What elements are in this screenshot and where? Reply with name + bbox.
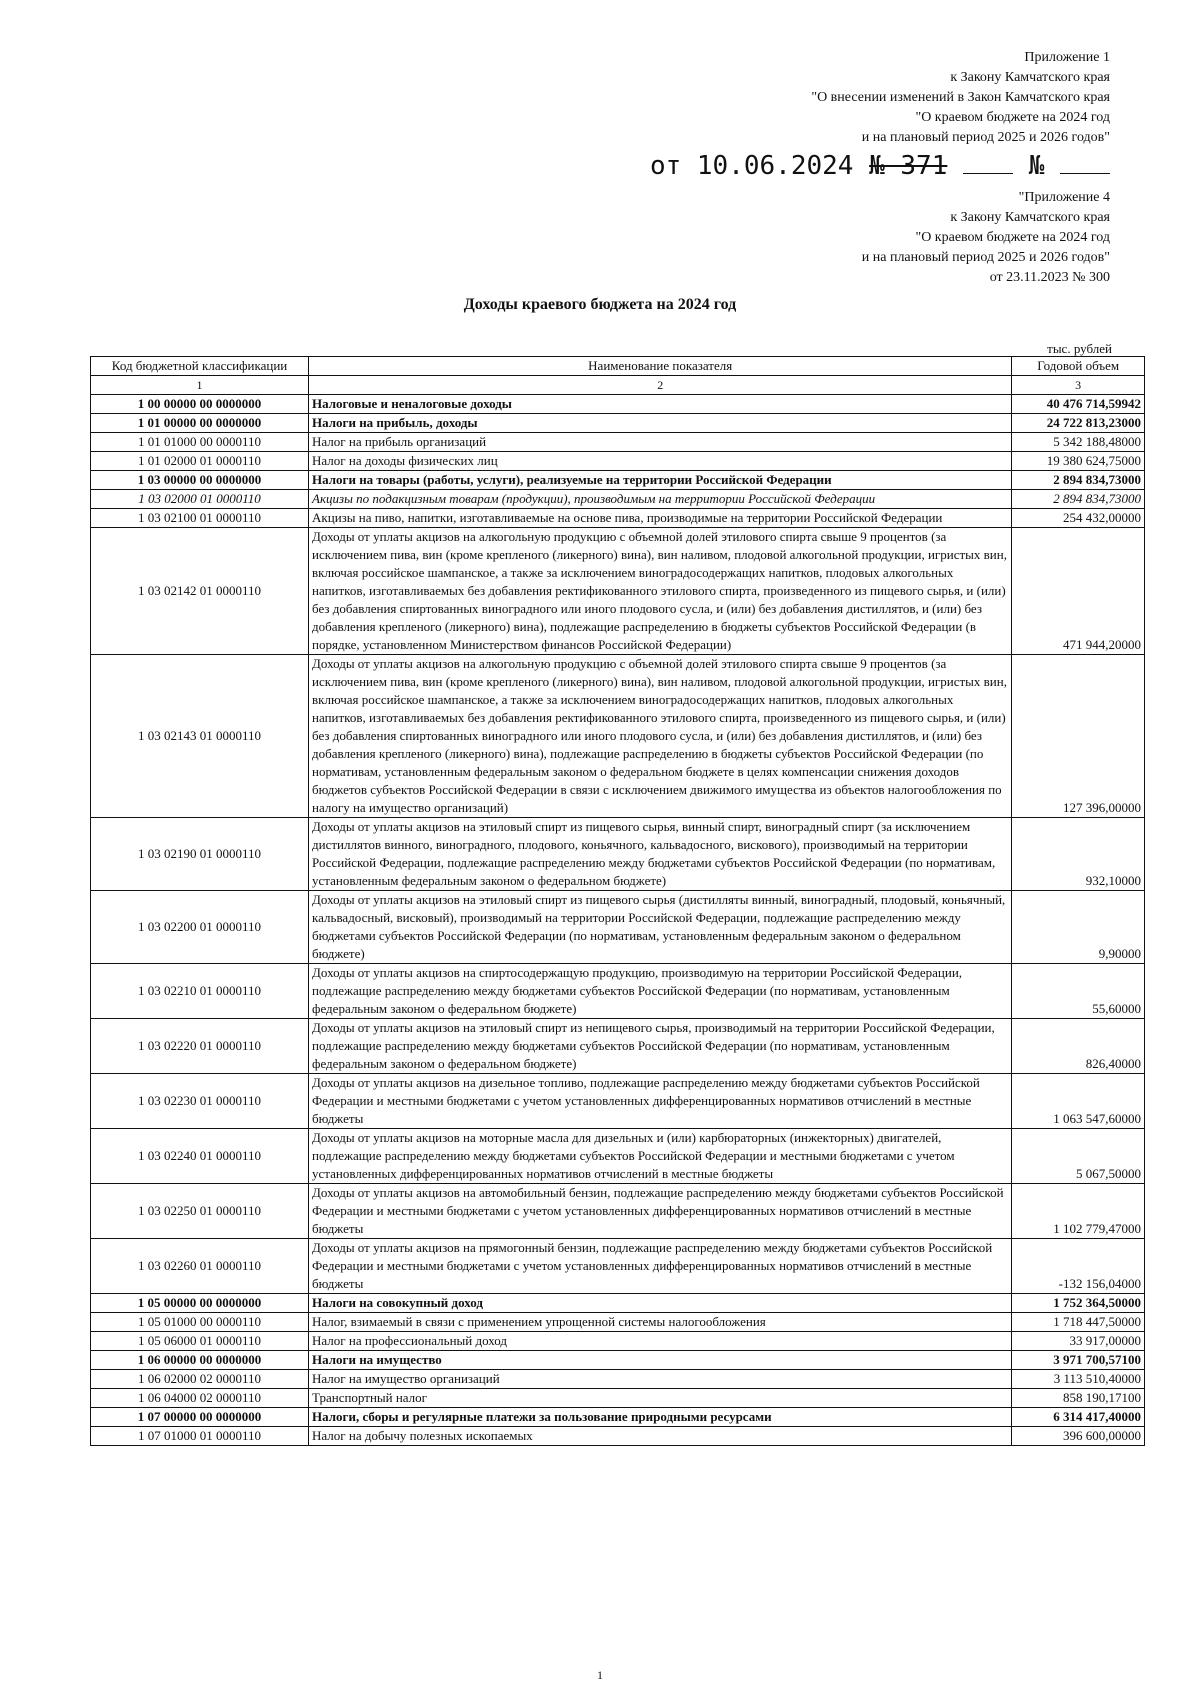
row-value: 5 342 188,48000 bbox=[1012, 433, 1145, 452]
row-name: Доходы от уплаты акцизов на этиловый спирт из пищевого сырья, винный спирт, виноградный спирт (за исключением дистиллятов винного, виноградного, плодового, коньячного, кальвадосного, вискового), производимый на территории Российской Федерации, подлежащие распределению между бюджетами субъектов Российской Федерации (по нормативам, установленным федеральным законом о федеральном бюджете) bbox=[309, 818, 1012, 891]
column-number: 2 bbox=[309, 376, 1012, 395]
row-value: 55,60000 bbox=[1012, 964, 1145, 1019]
row-value: 858 190,17100 bbox=[1012, 1389, 1145, 1408]
row-value: 826,40000 bbox=[1012, 1019, 1145, 1074]
row-code: 1 01 00000 00 0000000 bbox=[91, 414, 309, 433]
row-value: 932,10000 bbox=[1012, 818, 1145, 891]
row-name: Доходы от уплаты акцизов на этиловый спирт из непищевого сырья, производимый на территории Российской Федерации, подлежащие распределению между бюджетами субъектов Российской Федерации (по нормативам, установленным федеральным законом о федеральном бюджете) bbox=[309, 1019, 1012, 1074]
row-value: 1 063 547,60000 bbox=[1012, 1074, 1145, 1129]
row-value: -132 156,04000 bbox=[1012, 1239, 1145, 1294]
row-value: 33 917,00000 bbox=[1012, 1332, 1145, 1351]
row-value: 24 722 813,23000 bbox=[1012, 414, 1145, 433]
original-appendix-header bbox=[590, 188, 1110, 288]
row-code: 1 03 02000 01 0000110 bbox=[91, 490, 309, 509]
table-row bbox=[91, 414, 1145, 433]
appendix-header-line: Приложение 1 bbox=[1024, 50, 1110, 65]
row-code: 1 01 02000 01 0000110 bbox=[91, 452, 309, 471]
column-number-row bbox=[91, 376, 1145, 395]
row-value: 2 894 834,73000 bbox=[1012, 490, 1145, 509]
row-code: 1 03 02250 01 0000110 bbox=[91, 1184, 309, 1239]
appendix-header-line: к Закону Камчатского края bbox=[950, 70, 1110, 85]
table-row bbox=[91, 655, 1145, 818]
table-row bbox=[91, 1332, 1145, 1351]
table-row bbox=[91, 490, 1145, 509]
row-code: 1 07 01000 01 0000110 bbox=[91, 1427, 309, 1446]
table-row bbox=[91, 1074, 1145, 1129]
row-code: 1 03 02200 01 0000110 bbox=[91, 891, 309, 964]
row-name: Доходы от уплаты акцизов на дизельное топливо, подлежащие распределению между бюджетами субъектов Российской Федерации и местными бюджетами с учетом установленных дифференцированных нормативов отчислений в местные бюджеты bbox=[309, 1074, 1012, 1129]
table-row bbox=[91, 1351, 1145, 1370]
budget-table bbox=[90, 356, 1145, 1446]
row-name: Налог, взимаемый в связи с применением упрощенной системы налогообложения bbox=[309, 1313, 1012, 1332]
row-code: 1 06 00000 00 0000000 bbox=[91, 1351, 309, 1370]
column-number: 1 bbox=[91, 376, 309, 395]
table-row bbox=[91, 1370, 1145, 1389]
row-code: 1 01 01000 00 0000110 bbox=[91, 433, 309, 452]
original-appendix-line: "О краевом бюджете на 2024 год bbox=[915, 230, 1110, 245]
row-code: 1 03 02230 01 0000110 bbox=[91, 1074, 309, 1129]
stamp-number: № 371 bbox=[869, 151, 948, 181]
table-row bbox=[91, 452, 1145, 471]
stamp-underline bbox=[963, 155, 1013, 174]
table-row bbox=[91, 395, 1145, 414]
appendix-header bbox=[590, 48, 1110, 148]
row-code: 1 03 02260 01 0000110 bbox=[91, 1239, 309, 1294]
table-row bbox=[91, 1313, 1145, 1332]
header-code: Код бюджетной классификации bbox=[91, 357, 309, 376]
table-row bbox=[91, 1294, 1145, 1313]
stamp-underline bbox=[1060, 155, 1110, 174]
appendix-header-line: "О внесении изменений в Закон Камчатского края bbox=[811, 90, 1110, 105]
row-code: 1 03 02190 01 0000110 bbox=[91, 818, 309, 891]
stamp-number-sign: № bbox=[1028, 151, 1045, 181]
row-value: 3 113 510,40000 bbox=[1012, 1370, 1145, 1389]
original-appendix-line: к Закону Камчатского края bbox=[950, 210, 1110, 225]
document-title: Доходы краевого бюджета на 2024 год bbox=[463, 296, 737, 313]
row-name: Доходы от уплаты акцизов на автомобильный бензин, подлежащие распределению между бюджетами субъектов Российской Федерации и местными бюджетами с учетом установленных дифференцированных нормативов отчислений в местные бюджеты bbox=[309, 1184, 1012, 1239]
row-name: Доходы от уплаты акцизов на этиловый спирт из пищевого сырья (дистилляты винный, виноградный, плодовый, коньячный, кальвадосный, висковый), производимый на территории Российской Федерации, подлежащие распределению между бюджетами субъектов Российской Федерации (по нормативам, установленным федеральным законом о федеральном бюджете) bbox=[309, 891, 1012, 964]
row-value: 5 067,50000 bbox=[1012, 1129, 1145, 1184]
row-value: 1 718 447,50000 bbox=[1012, 1313, 1145, 1332]
table-row bbox=[91, 528, 1145, 655]
row-name: Транспортный налог bbox=[309, 1389, 1012, 1408]
stamp-date: от 10.06.2024 bbox=[649, 151, 854, 181]
row-name: Налоги на имущество bbox=[309, 1351, 1012, 1370]
row-code: 1 05 01000 00 0000110 bbox=[91, 1313, 309, 1332]
appendix-header-line: и на плановый период 2025 и 2026 годов" bbox=[861, 130, 1110, 145]
column-number: 3 bbox=[1012, 376, 1145, 395]
row-name: Акцизы по подакцизным товарам (продукции), производимым на территории Российской Федерации bbox=[309, 490, 1012, 509]
table-row bbox=[91, 891, 1145, 964]
row-code: 1 05 00000 00 0000000 bbox=[91, 1294, 309, 1313]
row-name: Акцизы на пиво, напитки, изготавливаемые на основе пива, производимые на территории Российской Федерации bbox=[309, 509, 1012, 528]
row-value: 127 396,00000 bbox=[1012, 655, 1145, 818]
table-row bbox=[91, 1427, 1145, 1446]
table-row bbox=[91, 1408, 1145, 1427]
table-row bbox=[91, 1239, 1145, 1294]
table-header-row bbox=[91, 357, 1145, 376]
header-value: Годовой объем bbox=[1012, 357, 1145, 376]
row-name: Налог на имущество организаций bbox=[309, 1370, 1012, 1389]
table-row bbox=[91, 1389, 1145, 1408]
row-value: 3 971 700,57100 bbox=[1012, 1351, 1145, 1370]
row-value: 1 752 364,50000 bbox=[1012, 1294, 1145, 1313]
row-code: 1 03 02143 01 0000110 bbox=[91, 655, 309, 818]
row-code: 1 06 02000 02 0000110 bbox=[91, 1370, 309, 1389]
table-row bbox=[91, 509, 1145, 528]
row-name: Доходы от уплаты акцизов на моторные масла для дизельных и (или) карбюраторных (инжекторных) двигателей, подлежащие распределению между бюджетами субъектов Российской Федерации и местными бюджетами с учетом установленных дифференцированных нормативов отчислений в местные бюджеты bbox=[309, 1129, 1012, 1184]
row-code: 1 03 02100 01 0000110 bbox=[91, 509, 309, 528]
table-row bbox=[91, 1129, 1145, 1184]
row-value: 9,90000 bbox=[1012, 891, 1145, 964]
table-row bbox=[91, 433, 1145, 452]
row-code: 1 03 02220 01 0000110 bbox=[91, 1019, 309, 1074]
appendix-header-line: "О краевом бюджете на 2024 год bbox=[915, 110, 1110, 125]
row-code: 1 03 02240 01 0000110 bbox=[91, 1129, 309, 1184]
row-code: 1 00 00000 00 0000000 bbox=[91, 395, 309, 414]
row-name: Налоги на совокупный доход bbox=[309, 1294, 1012, 1313]
row-name: Налоги на товары (работы, услуги), реализуемые на территории Российской Федерации bbox=[309, 471, 1012, 490]
original-appendix-line: "Приложение 4 bbox=[1018, 190, 1110, 205]
row-code: 1 03 00000 00 0000000 bbox=[91, 471, 309, 490]
page-number: 1 bbox=[597, 1668, 603, 1682]
row-value: 1 102 779,47000 bbox=[1012, 1184, 1145, 1239]
original-appendix-line: и на плановый период 2025 и 2026 годов" bbox=[861, 250, 1110, 265]
row-name: Доходы от уплаты акцизов на спиртосодержащую продукцию, производимую на территории Российской Федерации, подлежащие распределению между бюджетами субъектов Российской Федерации (по нормативам, установленным федеральным законом о федеральном бюджете) bbox=[309, 964, 1012, 1019]
units-label: тыс. рублей bbox=[1047, 341, 1112, 356]
row-code: 1 03 02210 01 0000110 bbox=[91, 964, 309, 1019]
row-value: 254 432,00000 bbox=[1012, 509, 1145, 528]
row-value: 40 476 714,59942 bbox=[1012, 395, 1145, 414]
row-name: Доходы от уплаты акцизов на алкогольную продукцию с объемной долей этилового спирта свыше 9 процентов (за исключением пива, вин (кроме крепленого (ликерного) вина), вин наливом, плодовой алкогольной продукции, игристых вин, включая российское шампанское, а также за исключением виноградосодержащих напитков, плодовых алкогольных напитков, изготавливаемых без добавления ректификованного этилового спирта, произведенного из пищевого сырья, и (или) без добавления спиртованных виноградного или иного плодового сусла, и (или) без добавления дистиллятов, и (или) без добавления крепленого (ликерного) вина), подлежащие распределению в бюджеты субъектов Российской Федерации (по нормативам, установленным федеральным законом о федеральном бюджете в целях компенсации снижения доходов бюджетов субъектов Российской Федерации в связи с исключением движимого имущества из объектов налогообложения по налогу на имущество организаций) bbox=[309, 655, 1012, 818]
row-name: Налог на добычу полезных ископаемых bbox=[309, 1427, 1012, 1446]
table-row bbox=[91, 1184, 1145, 1239]
row-name: Налог на прибыль организаций bbox=[309, 433, 1012, 452]
table-row bbox=[91, 964, 1145, 1019]
row-value: 6 314 417,40000 bbox=[1012, 1408, 1145, 1427]
row-value: 19 380 624,75000 bbox=[1012, 452, 1145, 471]
row-name: Налоги на прибыль, доходы bbox=[309, 414, 1012, 433]
row-name: Доходы от уплаты акцизов на алкогольную продукцию с объемной долей этилового спирта свыше 9 процентов (за исключением пива, вин (кроме крепленого (ликерного) вина), вин наливом, плодовой алкогольной продукции, игристых вин, включая российское шампанское, а также за исключением виноградосодержащих напитков, плодовых алкогольных напитков, изготавливаемых без добавления ректификованного этилового спирта, произведенного из пищевого сырья, и (или) без добавления спиртованных виноградного или иного плодового сусла, и (или) без добавления дистиллятов, и (или) без добавления крепленого (ликерного) вина), подлежащие распределению в бюджеты субъектов Российской Федерации (в порядке, установленном Министерством финансов Российской Федерации) bbox=[309, 528, 1012, 655]
row-name: Налог на доходы физических лиц bbox=[309, 452, 1012, 471]
row-name: Доходы от уплаты акцизов на прямогонный бензин, подлежащие распределению между бюджетами субъектов Российской Федерации и местными бюджетами с учетом установленных дифференцированных нормативов отчислений в местные бюджеты bbox=[309, 1239, 1012, 1294]
row-value: 396 600,00000 bbox=[1012, 1427, 1145, 1446]
original-appendix-line: от 23.11.2023 № 300 bbox=[989, 270, 1110, 285]
row-code: 1 07 00000 00 0000000 bbox=[91, 1408, 309, 1427]
row-value: 2 894 834,73000 bbox=[1012, 471, 1145, 490]
row-name: Налог на профессиональный доход bbox=[309, 1332, 1012, 1351]
table-row bbox=[91, 818, 1145, 891]
row-code: 1 05 06000 01 0000110 bbox=[91, 1332, 309, 1351]
row-value: 471 944,20000 bbox=[1012, 528, 1145, 655]
table-row bbox=[91, 1019, 1145, 1074]
table-row bbox=[91, 471, 1145, 490]
row-name: Налоговые и неналоговые доходы bbox=[309, 395, 1012, 414]
row-name: Налоги, сборы и регулярные платежи за пользование природными ресурсами bbox=[309, 1408, 1012, 1427]
row-code: 1 06 04000 02 0000110 bbox=[91, 1389, 309, 1408]
row-code: 1 03 02142 01 0000110 bbox=[91, 528, 309, 655]
header-name: Наименование показателя bbox=[309, 357, 1012, 376]
date-number-stamp bbox=[590, 150, 1110, 182]
